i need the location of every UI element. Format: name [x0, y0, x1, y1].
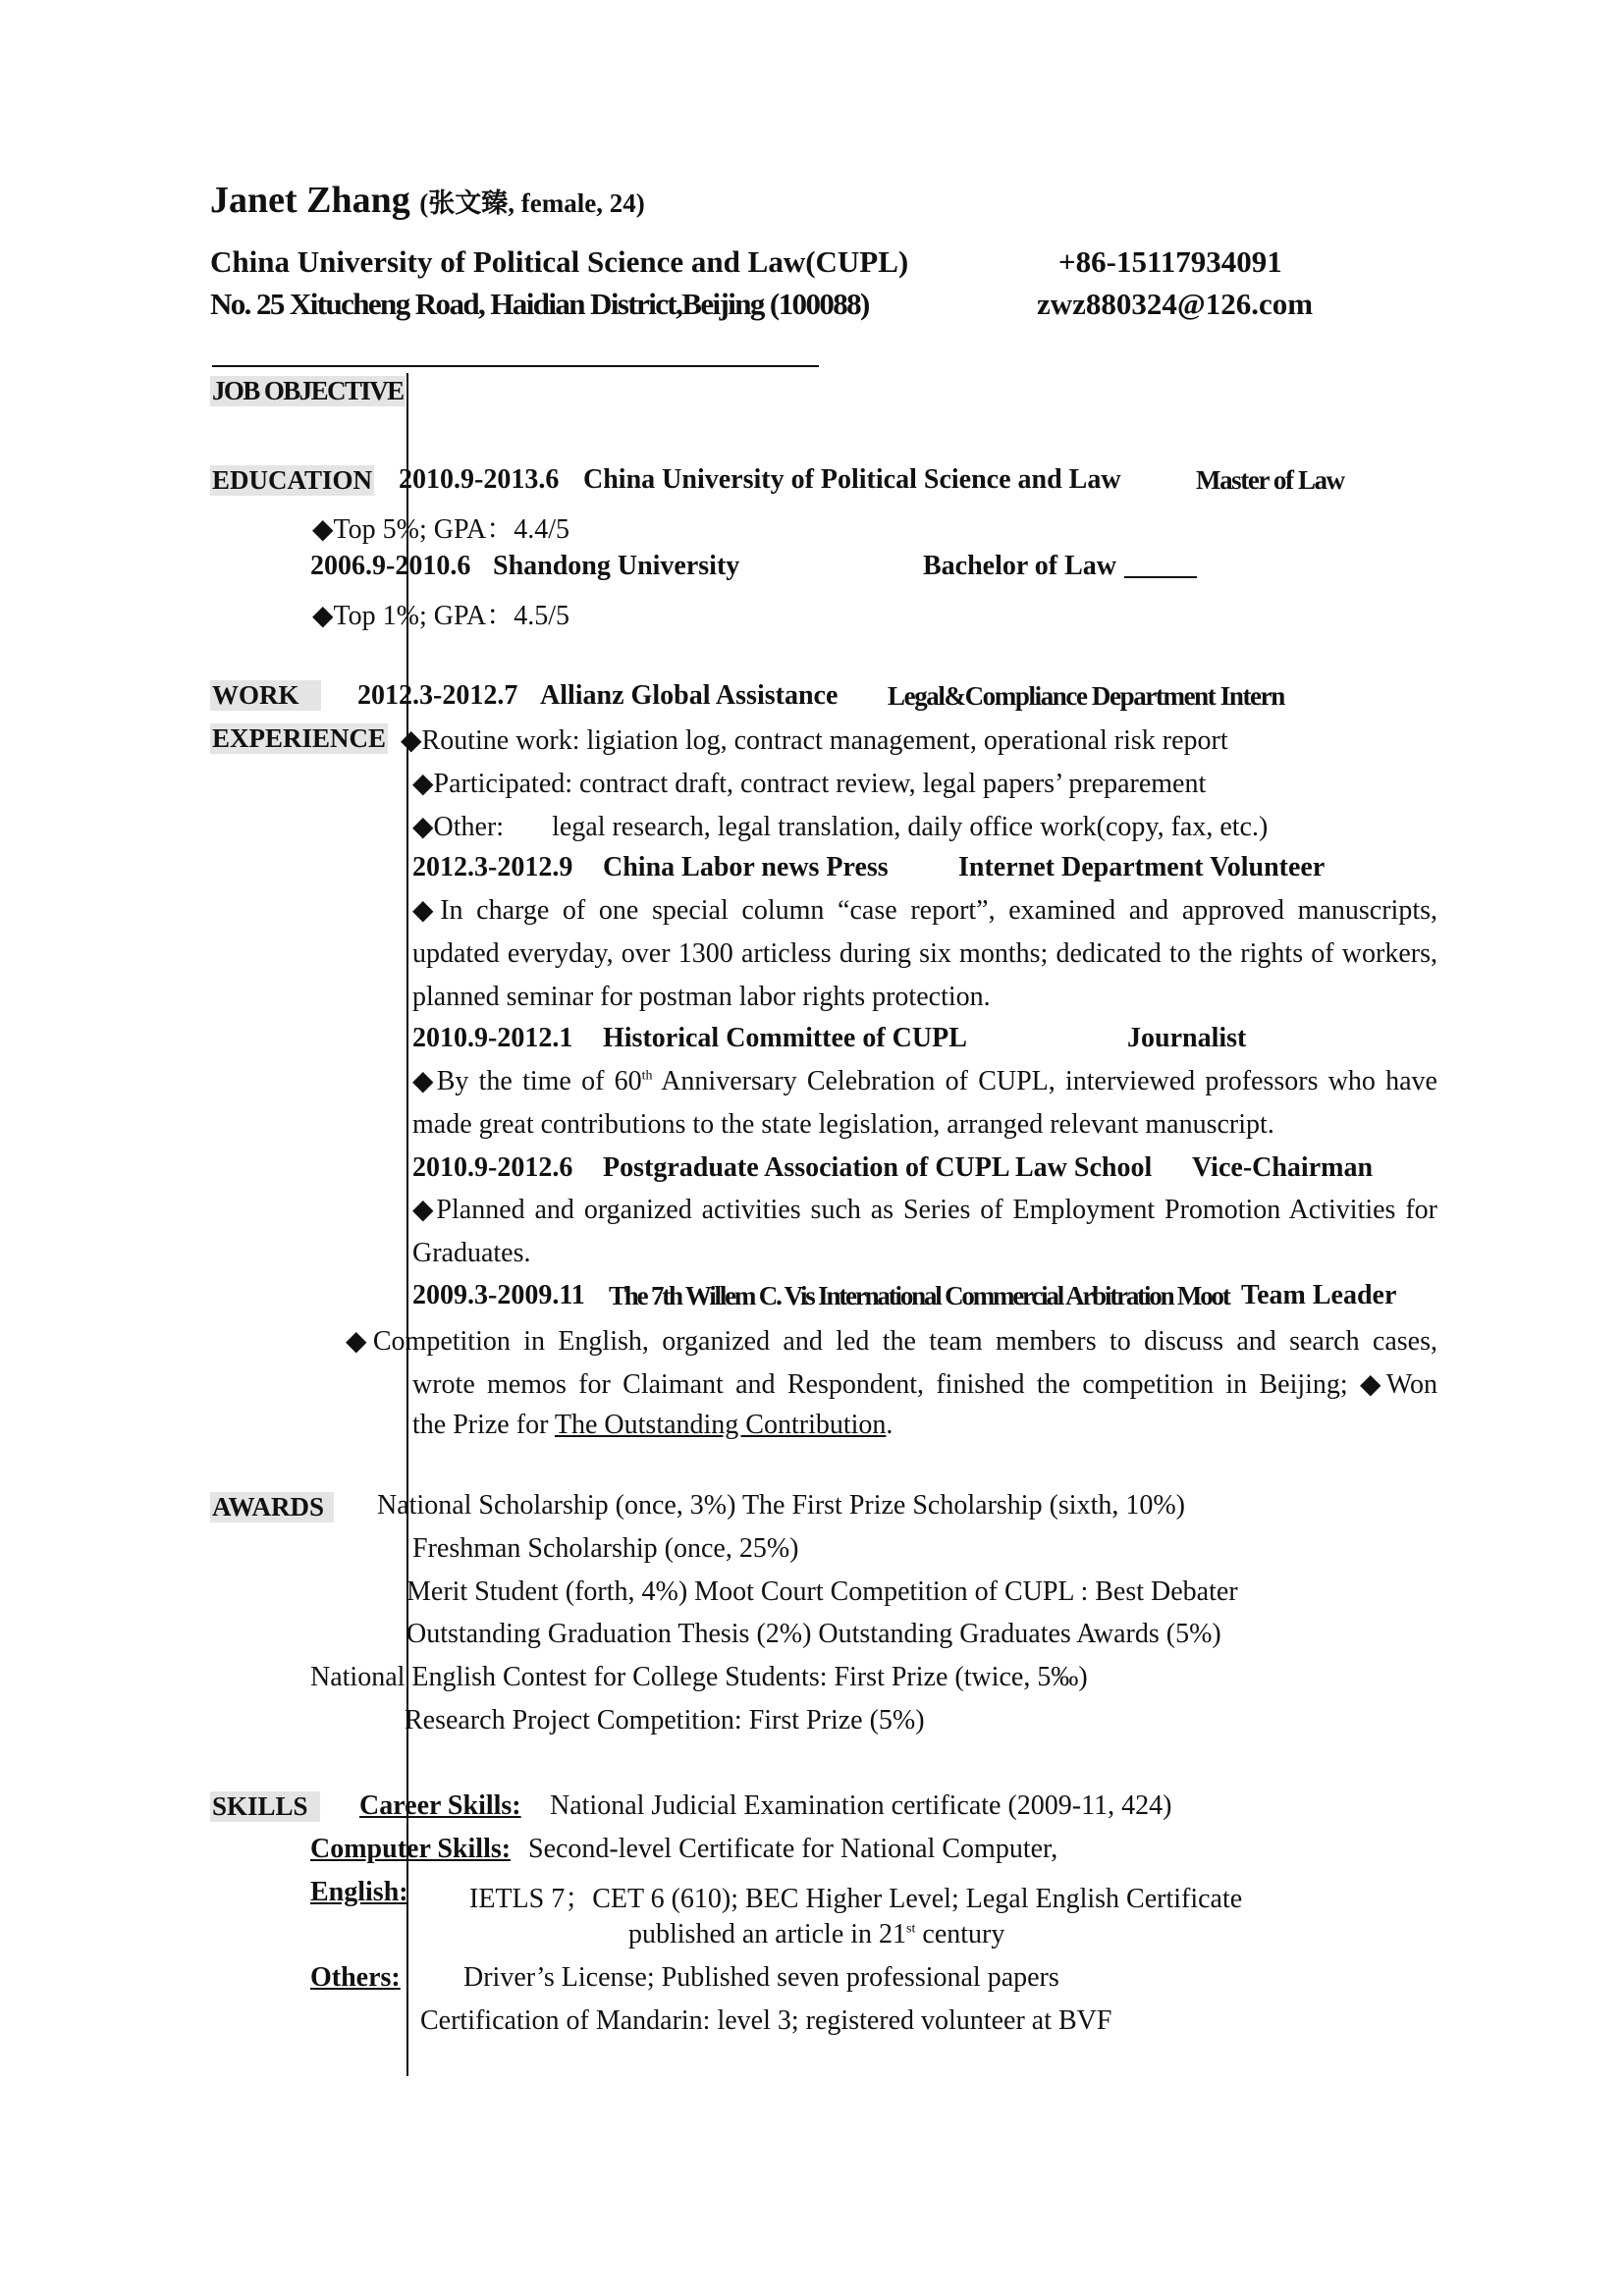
- education-school: Shandong University: [493, 551, 740, 581]
- work-org: China Labor news Press: [603, 852, 889, 882]
- skill-label-career: Career Skills:: [359, 1790, 521, 1821]
- desc-part: the Prize for: [412, 1410, 555, 1440]
- university-line: China University of Political Science and Law(CUPL): [210, 244, 909, 279]
- award-line: Research Project Competition: First Prize (5%): [405, 1705, 925, 1735]
- education-detail: ◆Top 5%; GPA：4.4/5: [312, 514, 570, 545]
- work-period: 2009.3-2009.11: [412, 1280, 585, 1310]
- work-role: Vice-Chairman: [1192, 1152, 1374, 1183]
- desc-part: .: [886, 1410, 893, 1440]
- work-org: Allianz Global Assistance: [540, 680, 839, 711]
- work-role: Team Leader: [1241, 1280, 1397, 1310]
- work-period: 2010.9-2012.1: [412, 1023, 573, 1053]
- header-divider: [212, 365, 819, 367]
- work-description: ◆In charge of one special column “case report”, examined and approved manuscripts, updated everyday, over 1300 articless during six months; dedicated to the rights of workers, planned seminar for postman labor rights protection.: [412, 895, 1437, 1012]
- skill-others: Driver’s License; Published seven professional papers: [463, 1962, 1059, 1993]
- work-bullet: ◆Routine work: ligiation log, contract management, operational risk report: [401, 725, 1228, 756]
- skill-english-extra: [628, 1919, 1004, 1950]
- name-text: Janet Zhang: [210, 180, 410, 221]
- section-job-objective: JOB OBJECTIVE: [212, 376, 404, 405]
- education-degree: Master of Law: [1196, 465, 1344, 495]
- skill-label-english: English:: [310, 1877, 408, 1907]
- award-line: Merit Student (forth, 4%) Moot Court Competition of CUPL : Best Debater: [406, 1576, 1238, 1607]
- work-description-line: wrote memos for Claimant and Respondent, finished the competition in Beijing; ◆Won: [412, 1369, 1437, 1400]
- work-period: 2012.3-2012.7: [357, 680, 518, 711]
- skill-part: published an article in 21: [628, 1919, 907, 1949]
- education-school: China University of Political Science and Law: [583, 464, 1121, 495]
- work-description-line: ◆Competition in English, organized and led the team members to discuss and search cases,: [346, 1326, 1437, 1357]
- education-period: 2006.9-2010.6: [310, 551, 471, 581]
- work-description: ◆Planned and organized activities such as Series of Employment Promotion Activities for Graduates.: [412, 1195, 1437, 1268]
- award-line: Outstanding Graduation Thesis (2%) Outstanding Graduates Awards (5%): [406, 1619, 1221, 1649]
- work-description-line: [412, 1410, 893, 1441]
- candidate-name: [210, 179, 645, 222]
- work-description: [412, 1060, 1437, 1147]
- work-period: 2012.3-2012.9: [412, 852, 573, 882]
- award-line: Freshman Scholarship (once, 25%): [412, 1533, 799, 1564]
- work-role: Legal&Compliance Department Intern: [888, 681, 1284, 711]
- phone-number: +86-15117934091: [1058, 244, 1282, 279]
- work-org: The 7th Willem C. Vis International Commercial Arbitration Moot: [609, 1281, 1229, 1310]
- blank-underline: [1124, 576, 1197, 578]
- award-line: National Scholarship (once, 3%) The First Prize Scholarship (sixth, 10%): [377, 1490, 1185, 1521]
- work-bullet: ◆Other: legal research, legal translation, daily office work(copy, fax, etc.): [412, 812, 1269, 842]
- skill-label-others: Others:: [310, 1962, 401, 1993]
- work-org: Historical Committee of CUPL: [603, 1023, 967, 1053]
- degree-text: Bachelor of Law: [923, 551, 1117, 581]
- skill-label-computer: Computer Skills:: [310, 1834, 512, 1864]
- section-education: EDUCATION: [212, 465, 373, 495]
- name-detail: (张文臻, female, 24): [419, 188, 645, 218]
- desc-part: Anniversary Celebration of CUPL, interviewed professors who have made great contributions to the state legislation, arranged relevant manuscript.: [412, 1066, 1437, 1140]
- award-line: National English Contest for College Students: First Prize (twice, 5‰): [310, 1662, 1088, 1692]
- work-role: Internet Department Volunteer: [958, 852, 1326, 882]
- work-period: 2010.9-2012.6: [412, 1152, 573, 1183]
- desc-part: ◆By the time of 60: [412, 1066, 642, 1096]
- section-awards: AWARDS: [210, 1492, 334, 1522]
- skill-career: National Judicial Examination certificate (2009-11, 424): [550, 1790, 1172, 1821]
- email-address[interactable]: zwz880324@126.com: [1037, 287, 1314, 321]
- skill-english: IETLS 7；CET 6 (610); BEC Higher Level; Legal English Certificate: [469, 1884, 1243, 1914]
- education-detail: ◆Top 1%; GPA：4.5/5: [312, 601, 570, 631]
- section-skills: SKILLS: [210, 1791, 320, 1822]
- address-line: No. 25 Xitucheng Road, Haidian District,Beijing (100088): [210, 287, 869, 321]
- education-period: 2010.9-2013.6: [399, 464, 560, 495]
- section-experience: EXPERIENCE: [212, 723, 387, 753]
- skill-others-extra: Certification of Mandarin: level 3; registered volunteer at BVF: [420, 2005, 1112, 2036]
- desc-superscript: th: [641, 1068, 653, 1084]
- skill-superscript: st: [906, 1921, 916, 1937]
- prize-name: The Outstanding Contribution: [554, 1410, 887, 1440]
- work-role: Journalist: [1127, 1023, 1247, 1053]
- work-org: Postgraduate Association of CUPL Law School: [603, 1152, 1153, 1183]
- education-degree: [923, 551, 1197, 582]
- section-work: WORK: [210, 680, 321, 711]
- skill-computer: Second-level Certificate for National Computer,: [528, 1834, 1058, 1864]
- work-bullet: ◆Participated: contract draft, contract review, legal papers’ preparement: [412, 769, 1207, 799]
- skill-part: century: [915, 1919, 1005, 1949]
